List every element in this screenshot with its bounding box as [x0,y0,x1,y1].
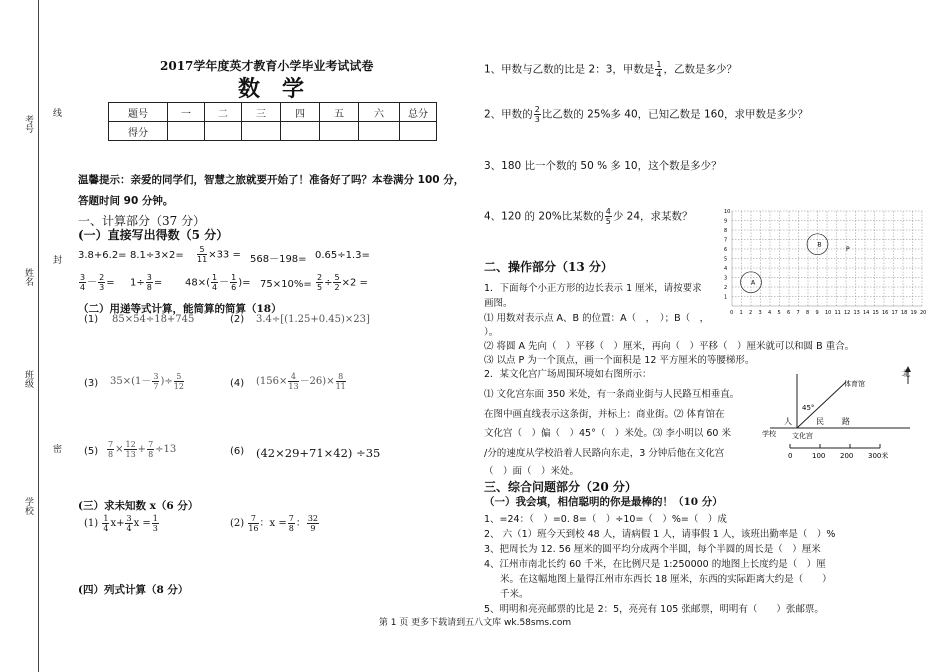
sec1-title: 一、计算部分（37 分） [78,214,206,228]
score-cell[interactable] [281,122,320,141]
q3-num: (3) [84,378,99,389]
subject-title: 数 学 [238,76,305,102]
calc-9: 75×10%= [260,279,312,290]
map-school: 学校 [762,430,776,438]
q4-expr: (156× $\frac{4}{13}$ －26)× $\frac{8}{11}$ [256,372,346,391]
map-people: 人 [784,417,792,426]
q2-expr: 3.4÷[(1.25+0.45)×23] [256,314,370,325]
calc-5: 0.65÷1.3= [315,250,370,261]
page-footer: 第 1 页 更多下载请到五八文库 wk.58sms.com [378,618,572,628]
grid-xlabel: 5 [777,310,781,316]
score-head: 总分 [400,103,437,122]
grid-xlabel: 12 [844,310,851,316]
fill-1: 1、=24：（ ）=0. 8=（ ）÷10=（ ）%=（ ）成 [484,514,727,525]
x-eq1: (1) $\frac{1}{4}$ x+ $\frac{3}{4}$ x = $\frac{1}{3}$ [84,514,158,533]
grid-xlabel: 7 [796,310,800,316]
grid-xlabel: 6 [787,310,791,316]
map-min: 民 [816,417,824,426]
score-head: 五 [320,103,359,122]
op1: 1．下面每个小正方形的边长表示 1 厘米，请按要求 [484,283,702,294]
tip-line2: 答题时间 90 分钟。 [78,195,174,207]
fill-2: 2、 六（1）班今天到校 48 人，请病假 1 人，请事假 1 人，该班出勤率是（ ）% [484,529,836,540]
map-north: 北 [902,369,910,378]
label-xian: 线 [51,108,61,117]
sec3-title: 三、综合问题部分（20 分） [484,480,637,494]
grid-xlabel: 9 [815,310,819,316]
grid-ylabel: 8 [724,228,728,234]
label-banji: 班级 [23,370,33,388]
q6-num: (6) [230,446,245,457]
op2b: 在图中画直线表示这条街，并标上：商业街。⑵ 体育馆在 [484,409,725,420]
grid-ylabel: 7 [724,237,728,244]
score-cell[interactable] [205,122,242,141]
calc-3: $\frac{5}{11}$ ×33 = [197,245,241,264]
q5-num: (5) [84,446,99,457]
map-scale-3: 300米 [868,452,889,460]
op2e: （ ）面（ ）米处。 [484,466,580,477]
q1-num: (1) [84,314,99,325]
grid-ylabel: 4 [724,266,728,272]
grid-xlabel: 15 [872,310,879,316]
op2: 2．某文化宫广场周围环境如右图所示： [484,369,652,380]
map-angle: 45° [802,404,815,412]
score-cell[interactable] [359,122,400,141]
fill-5: 5、明明和亮亮邮票的比是 2：5，亮亮有 105 张邮票，明明有（ ）张邮票。 [484,604,824,615]
calc-2: 8.1÷3×2= [130,250,184,261]
q3-expr: 35×(1－ $\frac{3}{7}$ )÷ $\frac{5}{12}$ [110,372,184,391]
grid-xlabel: 20 [920,310,927,316]
exam-title: 2017学年度英才教育小学毕业考试试卷 [160,59,374,73]
grid-xlabel: 16 [882,310,889,316]
tip-line1: 温馨提示：亲爱的同学们，智慧之旅就要开始了！准备好了吗？本卷满分 100 分， [78,174,465,186]
score-head: 题号 [109,103,168,122]
map-road: 路 [842,417,850,426]
sec2-title: 二、操作部分（13 分） [484,260,613,274]
q6-expr: (42×29+71×42) ÷35 [256,446,381,460]
label-feng: 封 [51,255,61,264]
score-head: 一 [168,103,205,122]
grid-xlabel: 4 [768,310,772,316]
sec1-sub3: (三）求未知数 x（6 分） [78,500,199,512]
fill-3: 3、把周长为 12. 56 厘米的圆平均分成两个半圆，每个半圆的周长是（ ）厘米 [484,544,821,555]
app-q3: 3、180 比一个数的 50 % 多 10，这个数是多少？ [484,160,722,172]
sec1-sub4: (四）列式计算（8 分） [78,584,189,596]
point-p: P [846,246,850,253]
score-head: 三 [242,103,281,122]
q1-expr: 85×54÷18+745 [112,314,195,325]
grid-xlabel: 11 [834,310,841,316]
op1b: 画图。 [484,298,513,309]
calc-10: $\frac{2}{5}$ ÷ $\frac{5}{2}$ ×2 = [317,273,368,292]
score-head: 四 [281,103,320,122]
grid-ylabel: 3 [724,275,728,282]
op1c: ⑴ 用数对表示点 A、B 的位置：A（ ， ）；B（ ， [484,313,710,324]
grid-xlabel: 2 [749,310,753,316]
grid-xlabel: 14 [863,310,870,316]
grid-xlabel: 19 [910,310,917,316]
label-mi: 密 [51,444,61,453]
sec1-sub2: （二）用递等式计算，能简算的简算（18） [78,303,282,315]
q5-expr: $\frac{7}{8}$ × $\frac{12}{13}$ + $\frac{7}{8}$ ÷13 [108,440,177,459]
x-eq2: (2) $\frac{7}{16}$ ：x = $\frac{7}{8}$ ： $\frac{32}{9}$ [230,514,319,533]
app-q1: 1、甲数与乙数的比是 2：3，甲数是 $\frac{1}{4}$ ，乙数是多少？ [484,60,737,79]
sec1-sub1: (一）直接写出得数（5 分） [78,228,229,242]
grid-xlabel: 13 [853,310,860,316]
op2c: 文化宫（ ）偏（ ）45°（ ）米处。⑶ 李小明以 60 米 [484,428,731,439]
q4-num: (4) [230,378,245,389]
fill-4: 4、江州市南北长约 60 千米，在比例尺是 1:250000 的地图上长度约是（ ）厘 [484,559,826,570]
grid-ylabel: 10 [724,209,731,215]
score-cell[interactable] [242,122,281,141]
calc-1: 3.8+6.2= [78,250,127,261]
grid-ylabel: 2 [724,285,728,291]
fill-4b: 米。在这幅地图上量得江州市东西长 18 厘米，东西的实际距离大约是（ ） [500,574,832,585]
map-scale-2: 200 [840,452,854,460]
calc-4: 568－198= [250,254,307,265]
map-scale-0: 0 [788,452,793,460]
app-q2: 2、甲数的 $\frac{2}{3}$ 比乙数的 25%多 40，已知乙数是 160，求甲数是多少？ [484,105,809,124]
point-b: B [817,241,822,249]
score-label: 得分 [109,122,168,141]
score-head: 六 [359,103,400,122]
score-cell[interactable] [400,122,437,141]
label-xuexiao: 学校 [23,497,33,515]
grid-xlabel: 10 [825,310,832,316]
map-palace: 文化宫 [792,432,813,440]
map-scale-1: 100 [812,452,826,460]
calc-7: 1÷ $\frac{3}{8}$ = [130,273,163,292]
map-diagram [760,362,920,462]
grid-xlabel: 18 [901,310,908,316]
score-head: 二 [205,103,242,122]
op2d: /分的速度从学校沿着人民路向东走，3 分钟后他在文化宫 [484,448,725,459]
grid-ylabel: 6 [724,247,728,253]
grid-xlabel: 17 [891,310,898,316]
grid-xlabel: 0 [730,310,734,316]
fill-4c: 千米。 [500,589,529,600]
calc-6: $\frac{3}{4}$ － $\frac{2}{3}$ = [80,273,115,292]
grid-ylabel: 5 [724,256,728,263]
map-gym: 体育馆 [844,380,865,388]
binding-line [38,0,39,672]
score-cell[interactable] [320,122,359,141]
op1e: ⑵ 将圆 A 先向（ ）平移（ ）厘米，再向（ ）平移（ ）厘米就可以和圆 B 重合。 [484,341,855,352]
point-a: A [751,279,756,287]
score-table [108,102,437,141]
op1d: ）。 [484,327,499,338]
grid-xlabel: 8 [806,310,810,316]
app-q4: 4、120 的 20%比某数的 $\frac{4}{5}$ 少 24，求某数？ [484,207,693,226]
q2-num: (2) [230,314,245,325]
grid-xlabel: 3 [758,310,762,316]
grid-ylabel: 1 [724,294,728,301]
score-cell[interactable] [168,122,205,141]
grid-ylabel: 9 [724,218,728,225]
calc-8: 48×( $\frac{1}{4}$ － $\frac{1}{6}$ )= [185,273,251,292]
label-kaohao: 考号 [23,115,33,133]
op1f: ⑶ 以点 P 为一个顶点，画一个面积是 12 平方厘米的等腰梯形。 [484,355,755,366]
sec3-sub: （一）我会填，相信聪明的你是最棒的！（10 分） [484,496,723,508]
label-xingming: 姓名 [23,268,33,286]
grid-svg [720,206,932,316]
grid-xlabel: 1 [739,310,743,316]
coordinate-grid [720,206,932,319]
op2a: ⑴ 文化宫东面 350 米处，有一条商业街与人民路互相垂直。 [484,389,740,400]
